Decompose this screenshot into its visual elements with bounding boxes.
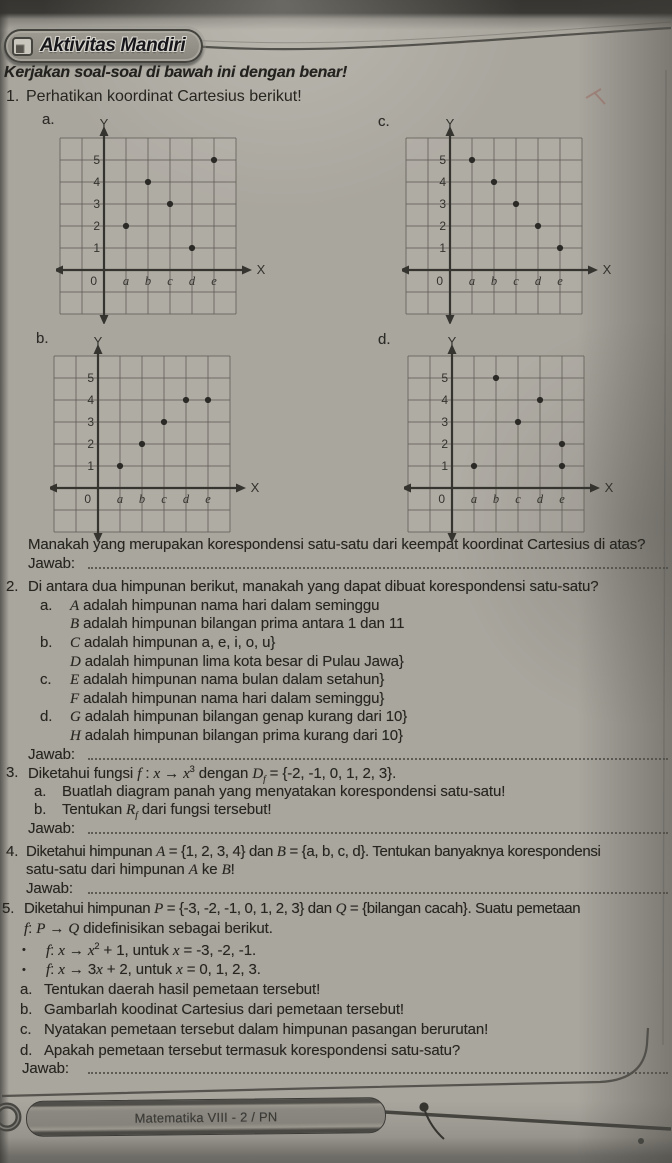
cartesian-grid-svg [50, 334, 262, 542]
svg-text:0: 0 [84, 492, 91, 506]
svg-text:3: 3 [439, 197, 446, 211]
q5-answer-row [0, 1060, 672, 1079]
svg-text:1: 1 [93, 241, 100, 255]
binder-ring-highlight [0, 1106, 19, 1129]
answer-dotted-line [88, 892, 668, 894]
svg-text:4: 4 [441, 393, 448, 407]
svg-text:b: b [490, 274, 498, 288]
footer-text: Matematika VIII - 2 / PN [134, 1108, 278, 1126]
header-curve [190, 28, 671, 49]
answer-dotted-line [88, 758, 668, 760]
svg-text:b: b [144, 274, 152, 288]
answer-dotted-line [88, 1072, 668, 1074]
q2-item-line [0, 653, 672, 672]
cartesian-grid-a [56, 116, 268, 324]
svg-text:2: 2 [93, 219, 100, 233]
footer-swoosh [384, 1112, 671, 1129]
svg-text:Y: Y [447, 334, 457, 349]
q1-answer-row [0, 555, 672, 574]
q2-item-label: c. [40, 671, 52, 689]
svg-text:5: 5 [441, 371, 448, 385]
svg-text:b: b [492, 492, 500, 506]
q3-item-row [0, 783, 672, 802]
q2-item-line [0, 690, 672, 709]
cartesian-grid-svg [404, 334, 616, 542]
q5-item-label: d. [20, 1041, 33, 1059]
q2-item-line [0, 727, 672, 746]
q4-line1: Diketahui himpunan A = {1, 2, 3, 4} dan B = {a, b, c, d}. Tentukan banyaknya korespondensi [26, 842, 601, 860]
q3-item-row [0, 801, 672, 820]
q2-item-text: F adalah himpunan nama hari dalam seminggu} [70, 689, 385, 707]
q5-item-row [0, 1001, 672, 1021]
svg-text:5: 5 [439, 153, 446, 167]
svg-text:Y: Y [93, 334, 103, 349]
svg-text:d: d [534, 274, 542, 288]
cartesian-grid-b [50, 334, 262, 542]
q5-item-text: Tentukan daerah hasil pemetaan tersebut! [44, 981, 321, 999]
jawab-label: Jawab: [26, 879, 73, 897]
q2-item-text: H adalah himpunan bilangan prima kurang dari 10} [70, 726, 403, 744]
bullet-icon: • [22, 943, 26, 956]
svg-text:0: 0 [90, 274, 97, 288]
q2-item-text: C adalah himpunan a, e, i, o, u} [70, 633, 276, 651]
svg-text:e: e [205, 492, 211, 506]
svg-text:X: X [602, 262, 612, 277]
q5-line2-row [0, 920, 672, 940]
q5-item-row [0, 1021, 672, 1041]
q5-item-row [0, 981, 672, 1001]
q5-number: 5. [2, 900, 15, 918]
q5-bullet-text: f: x → 3x + 2, untuk x = 0, 1, 2, 3. [46, 960, 261, 978]
answer-dotted-line [88, 832, 668, 834]
q3-item-text: Tentukan $R_f$ dari fungsi tersebut! [62, 801, 272, 822]
svg-text:2: 2 [439, 219, 446, 233]
q2-item-line [0, 708, 672, 727]
q5-item-label: a. [20, 981, 33, 999]
q3-item-text: Buatlah diagram panah yang menyatakan korespondensi satu-satu! [62, 782, 506, 800]
svg-text:d: d [536, 492, 544, 506]
q5-line2: f: P → Q didefinisikan sebagai berikut. [24, 920, 273, 938]
q5-item-text: Apakah pemetaan tersebut termasuk korespondensi satu-satu? [44, 1041, 461, 1059]
svg-text:0: 0 [438, 492, 445, 506]
svg-text:3: 3 [441, 415, 448, 429]
svg-text:1: 1 [87, 459, 94, 473]
q2-item-label: a. [40, 596, 53, 614]
svg-text:3: 3 [87, 415, 94, 429]
q2-items [0, 597, 672, 746]
push-pin-icon [419, 1102, 428, 1111]
svg-text:a: a [470, 492, 478, 506]
q2-item-text: B adalah himpunan bilangan prima antara 1 dan 11 [70, 615, 405, 633]
jawab-label: Jawab: [28, 745, 75, 763]
grid-c-label: c. [378, 113, 390, 130]
q5-item-row [0, 1042, 672, 1061]
svg-text:1: 1 [439, 241, 446, 255]
q5-line1-row [0, 900, 672, 920]
svg-text:e: e [557, 274, 563, 288]
svg-text:1: 1 [441, 459, 448, 473]
q4-line2: satu-satu dari himpunan A ke B! [26, 861, 235, 879]
q5-item-text: Nyatakan pemetaan tersebut dalam himpunan pasangan berurutan! [44, 1021, 489, 1039]
q4-line1-row [0, 843, 672, 862]
q2-item-label: b. [40, 633, 53, 651]
svg-text:c: c [167, 274, 173, 288]
svg-text:a: a [116, 492, 124, 506]
q5-item-label: c. [20, 1021, 32, 1039]
questions-text-column [0, 536, 672, 1079]
header-curve-echo [190, 22, 671, 43]
q5-line1: Diketahui himpunan P = {-3, -2, -1, 0, 1, 2, 3} dan Q = {bilangan cacah}. Suatu pemetaan [24, 900, 581, 918]
binder-ring-icon [0, 1106, 19, 1129]
svg-text:5: 5 [93, 153, 100, 167]
cartesian-grid-svg [56, 116, 268, 324]
jawab-label: Jawab: [28, 554, 75, 572]
q2-item-line [0, 615, 672, 634]
book-icon [12, 37, 33, 56]
q3-intro: Diketahui fungsi f : $x \to x^3$ dengan $D_f = \{-2$, -1, 0, 1, 2, 3}. [28, 764, 397, 786]
q1-question-row [0, 536, 672, 555]
svg-text:c: c [513, 274, 519, 288]
q5-bullet-row [0, 941, 672, 961]
q5-item-label: b. [20, 1001, 33, 1019]
q1-question: Manakah yang merupakan korespondensi satu-satu dari keempat koordinat Cartesius di atas? [28, 536, 646, 553]
svg-text:X: X [250, 480, 260, 495]
answer-dotted-line [88, 567, 668, 569]
svg-text:2: 2 [441, 437, 448, 451]
svg-text:d: d [182, 492, 190, 506]
q2-item-label: d. [40, 708, 53, 726]
grid-d-label: d. [378, 331, 391, 348]
q2-item-text: A adalah himpunan nama hari dalam seminggu [70, 596, 380, 614]
q2-item-text: E adalah himpunan nama bulan dalam setahun} [70, 671, 385, 689]
ink-dot [638, 1138, 644, 1144]
q3-number: 3. [6, 764, 19, 782]
q3-item-label: b. [34, 801, 47, 819]
cartesian-grid-svg [402, 116, 614, 324]
svg-text:a: a [122, 274, 130, 288]
q3-item-label: a. [34, 782, 47, 800]
svg-text:4: 4 [93, 175, 100, 189]
activity-badge [4, 29, 203, 63]
svg-text:X: X [256, 262, 266, 277]
svg-text:c: c [515, 492, 521, 506]
grid-b-label: b. [36, 330, 49, 347]
q2-item-line [0, 671, 672, 690]
q2-item-line [0, 597, 672, 616]
q5-item-text: Gambarlah koodinat Cartesius dari pemetaan tersebut! [44, 1001, 405, 1019]
q3-answer-row [0, 820, 672, 839]
svg-text:Y: Y [445, 116, 455, 131]
q1-number: 1. [6, 88, 20, 105]
svg-text:Y: Y [99, 116, 109, 131]
q2-title: Di antara dua himpunan berikut, manakah yang dapat dibuat korespondensi satu-satu? [28, 578, 599, 596]
q2-title-row [0, 578, 672, 597]
q2-item-text: G adalah himpunan bilangan genap kurang dari 10} [70, 708, 408, 726]
bullet-icon: • [22, 963, 26, 976]
svg-text:4: 4 [439, 175, 446, 189]
q1-title-row [0, 88, 672, 107]
svg-text:d: d [188, 274, 196, 288]
svg-text:X: X [604, 480, 614, 495]
svg-text:e: e [211, 274, 217, 288]
q1-title: Perhatikan koordinat Cartesius berikut! [26, 88, 302, 105]
q4-number: 4. [6, 842, 19, 860]
q3-title-row [0, 764, 672, 786]
svg-text:2: 2 [87, 437, 94, 451]
svg-text:0: 0 [436, 274, 443, 288]
jawab-label: Jawab: [22, 1060, 69, 1078]
svg-text:4: 4 [87, 393, 94, 407]
q4-answer-row [0, 880, 672, 899]
svg-text:e: e [559, 492, 565, 506]
cartesian-grid-d [404, 334, 616, 542]
svg-text:a: a [468, 274, 476, 288]
svg-text:3: 3 [93, 197, 100, 211]
cartesian-grid-c [402, 116, 614, 324]
footer-banner [26, 1097, 386, 1137]
grid-a-label: a. [42, 111, 55, 128]
q5-bullet-row [0, 961, 672, 981]
q2-answer-row [0, 746, 672, 765]
q2-item-text: D adalah himpunan lima kota besar di Pulau Jawa} [70, 652, 404, 670]
push-pin-stem [425, 1111, 444, 1139]
jawab-label: Jawab: [28, 819, 75, 837]
q4-line2-row [0, 861, 672, 880]
activity-badge-label: Aktivitas Mandiri [40, 35, 186, 56]
q2-item-line [0, 634, 672, 653]
svg-text:c: c [161, 492, 167, 506]
worksheet-instruction: Kerjakan soal-soal di bawah ini dengan benar! [4, 64, 348, 81]
svg-text:b: b [138, 492, 146, 506]
svg-text:5: 5 [87, 371, 94, 385]
q5-bullet-text: f: $x \to x^2 + 1$, untuk x = -3, -2, -1. [46, 940, 257, 959]
q2-number: 2. [6, 578, 19, 596]
